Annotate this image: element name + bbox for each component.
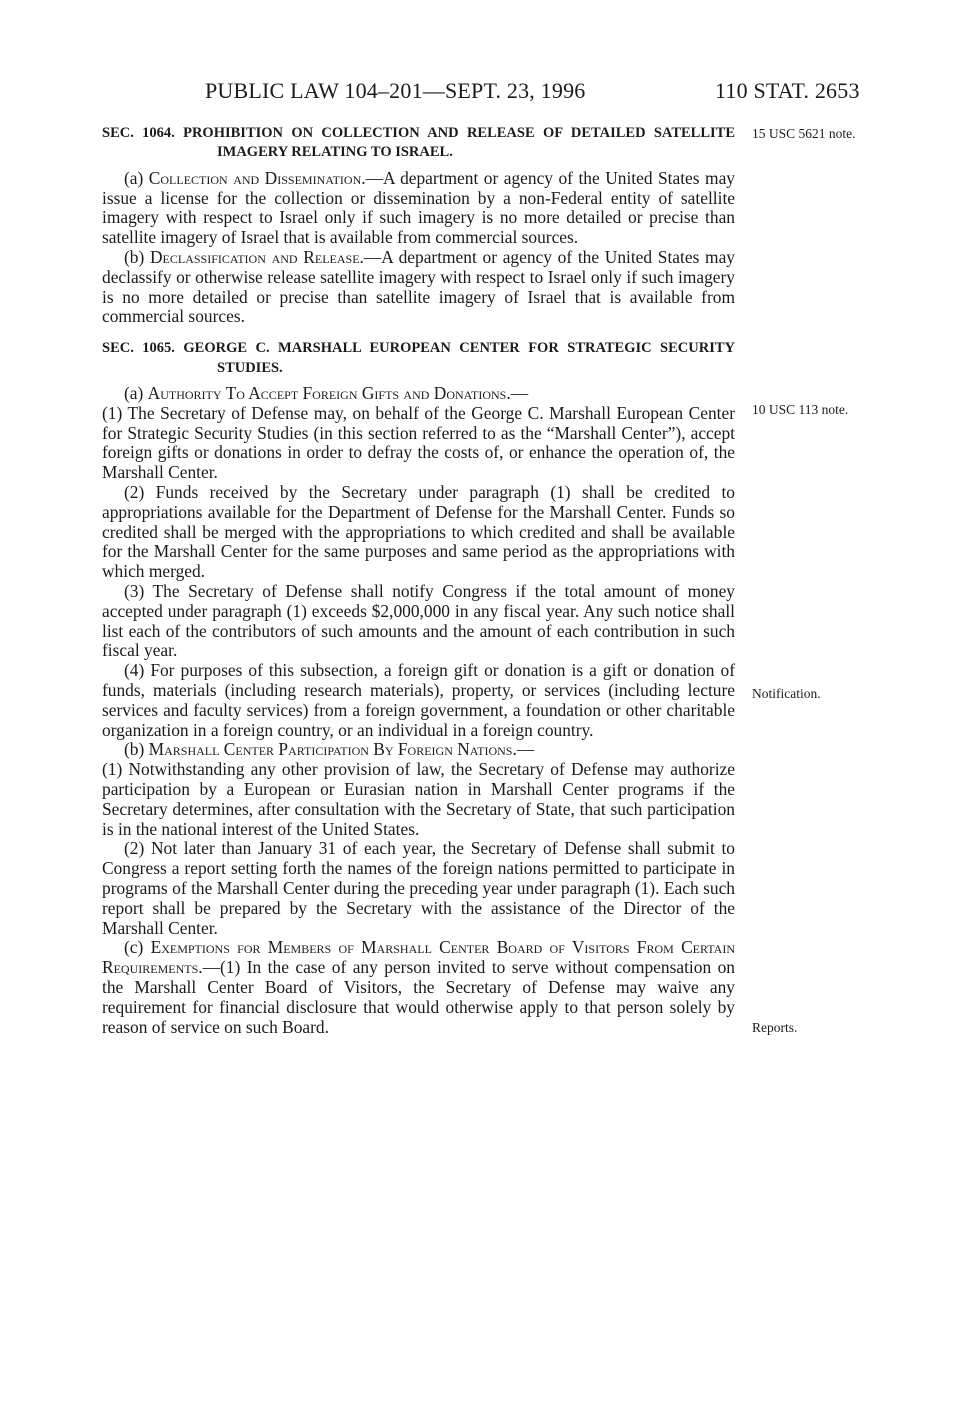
margin-note-usc-5621: 15 USC 5621 note. xyxy=(752,126,856,141)
section-1065-heading: SEC. 1065. GEORGE C. MARSHALL EUROPEAN CENTER FOR STRATEGIC SECURITY STUDIES. xyxy=(102,340,735,376)
section-1065-a-paragraph-3: (3) The Secretary of Defense shall notify Congress if the total amount of money accepted under paragraph (1) exceeds $2,000,000 in any fiscal year. Any such notice shall list each of the contributors of such amounts and the amount of each contribution in such fiscal year. xyxy=(102,580,735,661)
margin-note-usc-113: 10 USC 113 note. xyxy=(752,402,849,417)
subsection-caption: Exemptions for Members of Marshall Center Board of Visitors From Certain Requirements. xyxy=(102,937,735,978)
subsection-caption: Declassification and Release. xyxy=(149,247,364,267)
subsection-caption: Marshall Center Participation By Foreign Nations. xyxy=(148,739,517,760)
margin-note-notification: Notification. xyxy=(752,686,821,701)
header-title: PUBLIC LAW 104–201—SEPT. 23, 1996 xyxy=(205,78,586,103)
section-1065-a-paragraph-1: (1) The Secretary of Defense may, on behalf of the George C. Marshall European Center for Strategic Security Studies (in this section referred to as the “Marshall Center”), accept foreign gifts or donations in order to defray the costs of, or enhance the operation of, the Marshall Center. xyxy=(102,402,735,483)
section-1065-a-paragraph-2: (2) Funds received by the Secretary under paragraph (1) shall be credited to appropriations available for the Department of Defense for the Marshall Center. Funds so credited shall be merged with the appropriations to which credited and shall be available for the Marshall Center for the same purposes and same period as the appropriations with which merged. xyxy=(102,481,735,582)
section-1065-b-paragraph-2: (2) Not later than January 31 of each year, the Secretary of Defense shall submit to Congress a report setting forth the names of the foreign nations permitted to participate in programs of the Marshall Center during the preceding year under paragraph (1). Each such report shall be prepared by the Secretary with the assistance of the Director of the Marshall Center. xyxy=(102,838,735,938)
section-1065-subsection-c: (c) Exemptions for Members of Marshall Center Board of Visitors From Certain Requirements.—(1) In the case of any person invited to serve without compensation on the Marshall Center Board of Visitors, the Secretary of Defense may waive any requirement for financial disclosure that would otherwise apply to that person solely by reason of service on such Board. xyxy=(102,937,735,1037)
subsection-caption: Collection and Dissemination. xyxy=(148,167,366,188)
document-body xyxy=(102,124,735,1037)
section-1064-heading: SEC. 1064. PROHIBITION ON COLLECTION AND RELEASE OF DETAILED SATELLITE IMAGERY RELATING TO ISRAEL. xyxy=(102,125,735,161)
section-1065-b-paragraph-1: (1) Notwithstanding any other provision of law, the Secretary of Defense may authorize participation by a European or Eurasian nation in Marshall Center programs if the Secretary determines, after consultation with the Secretary of State, that such participation is in the national interest of the United States. xyxy=(102,759,735,839)
section-1064-subsection-b: (b) Declassification and Release.—A department or agency of the United States may declassify or otherwise release satellite imagery with respect to Israel only if such imagery is no more detailed or precise than satellite imagery of Israel that is available from commercial sources. xyxy=(102,247,735,327)
subsection-caption: Authority To Accept Foreign Gifts and Donations. xyxy=(147,383,511,403)
section-1065-subsection-b-caption: (b) Marshall Center Participation By Foreign Nations.— xyxy=(124,739,535,760)
header-page-reference: 110 STAT. 2653 xyxy=(715,78,860,103)
section-1065-a-paragraph-4: (4) For purposes of this subsection, a foreign gift or donation is a gift or donation of funds, materials (including research materials), property, or services (including lecture services and faculty services) from a foreign government, a foundation or other charitable organization in a foreign country, or an individual in a foreign country. xyxy=(102,660,735,740)
section-1065-subsection-a-caption: (a) Authority To Accept Foreign Gifts and Donations.— xyxy=(124,383,529,403)
margin-note-reports: Reports. xyxy=(752,1020,798,1035)
section-1064-subsection-a: (a) Collection and Dissemination.—A department or agency of the United States may issue a license for the collection or dissemination by a non-Federal entity of satellite imagery with respect to Israel only if such imagery is no more detailed or precise than satellite imagery of Israel that is available from commercial sources. xyxy=(102,167,735,248)
